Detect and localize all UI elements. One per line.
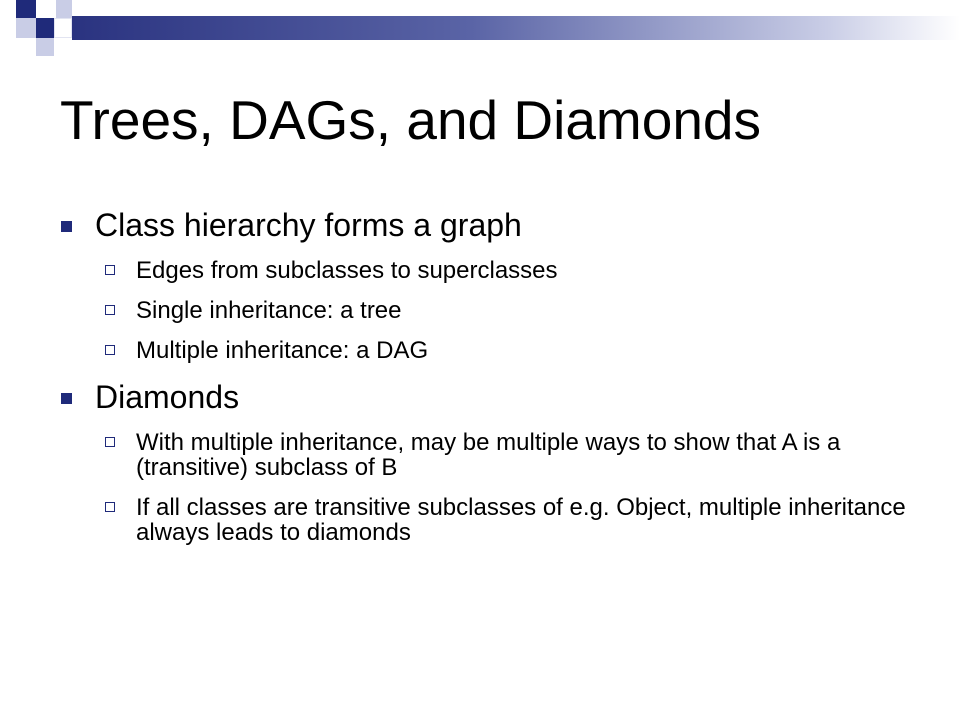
hollow-square-icon	[105, 345, 115, 355]
bullet-item	[60, 378, 920, 416]
decor-square	[36, 18, 54, 38]
decor-square	[36, 0, 56, 18]
decor-square	[56, 0, 72, 18]
decor-square	[16, 18, 36, 38]
decor-square	[36, 38, 54, 56]
decor-square	[54, 18, 72, 38]
sub-bullet-item	[60, 338, 920, 363]
hollow-square-icon	[105, 305, 115, 315]
bullet-item	[60, 206, 920, 244]
sub-bullet-item	[60, 258, 920, 283]
sub-bullet-text: With multiple inheritance, may be multiple ways to show that A is a (transitive) subclass of B	[136, 429, 841, 481]
filled-square-icon	[61, 221, 72, 232]
bullet-text: Class hierarchy forms a graph	[95, 207, 522, 243]
sub-bullet-text: Edges from subclasses to superclasses	[136, 257, 558, 284]
sub-bullet-item	[60, 495, 920, 545]
hollow-square-icon	[105, 502, 115, 512]
filled-square-icon	[61, 393, 72, 404]
header-gradient-bar	[72, 16, 960, 40]
hollow-square-icon	[105, 437, 115, 447]
slide-title: Trees, DAGs, and Diamonds	[60, 89, 762, 151]
decor-square	[16, 0, 36, 18]
sub-bullet-item	[60, 430, 920, 480]
hollow-square-icon	[105, 265, 115, 275]
sub-bullet-text: If all classes are transitive subclasses of e.g. Object, multiple inheritance always leads to diamonds	[136, 494, 906, 546]
bullet-text: Diamonds	[95, 379, 240, 415]
sub-bullet-text: Multiple inheritance: a DAG	[136, 337, 429, 364]
sub-bullet-item	[60, 298, 920, 323]
bullet-list	[60, 206, 920, 560]
sub-bullet-text: Single inheritance: a tree	[136, 297, 402, 324]
